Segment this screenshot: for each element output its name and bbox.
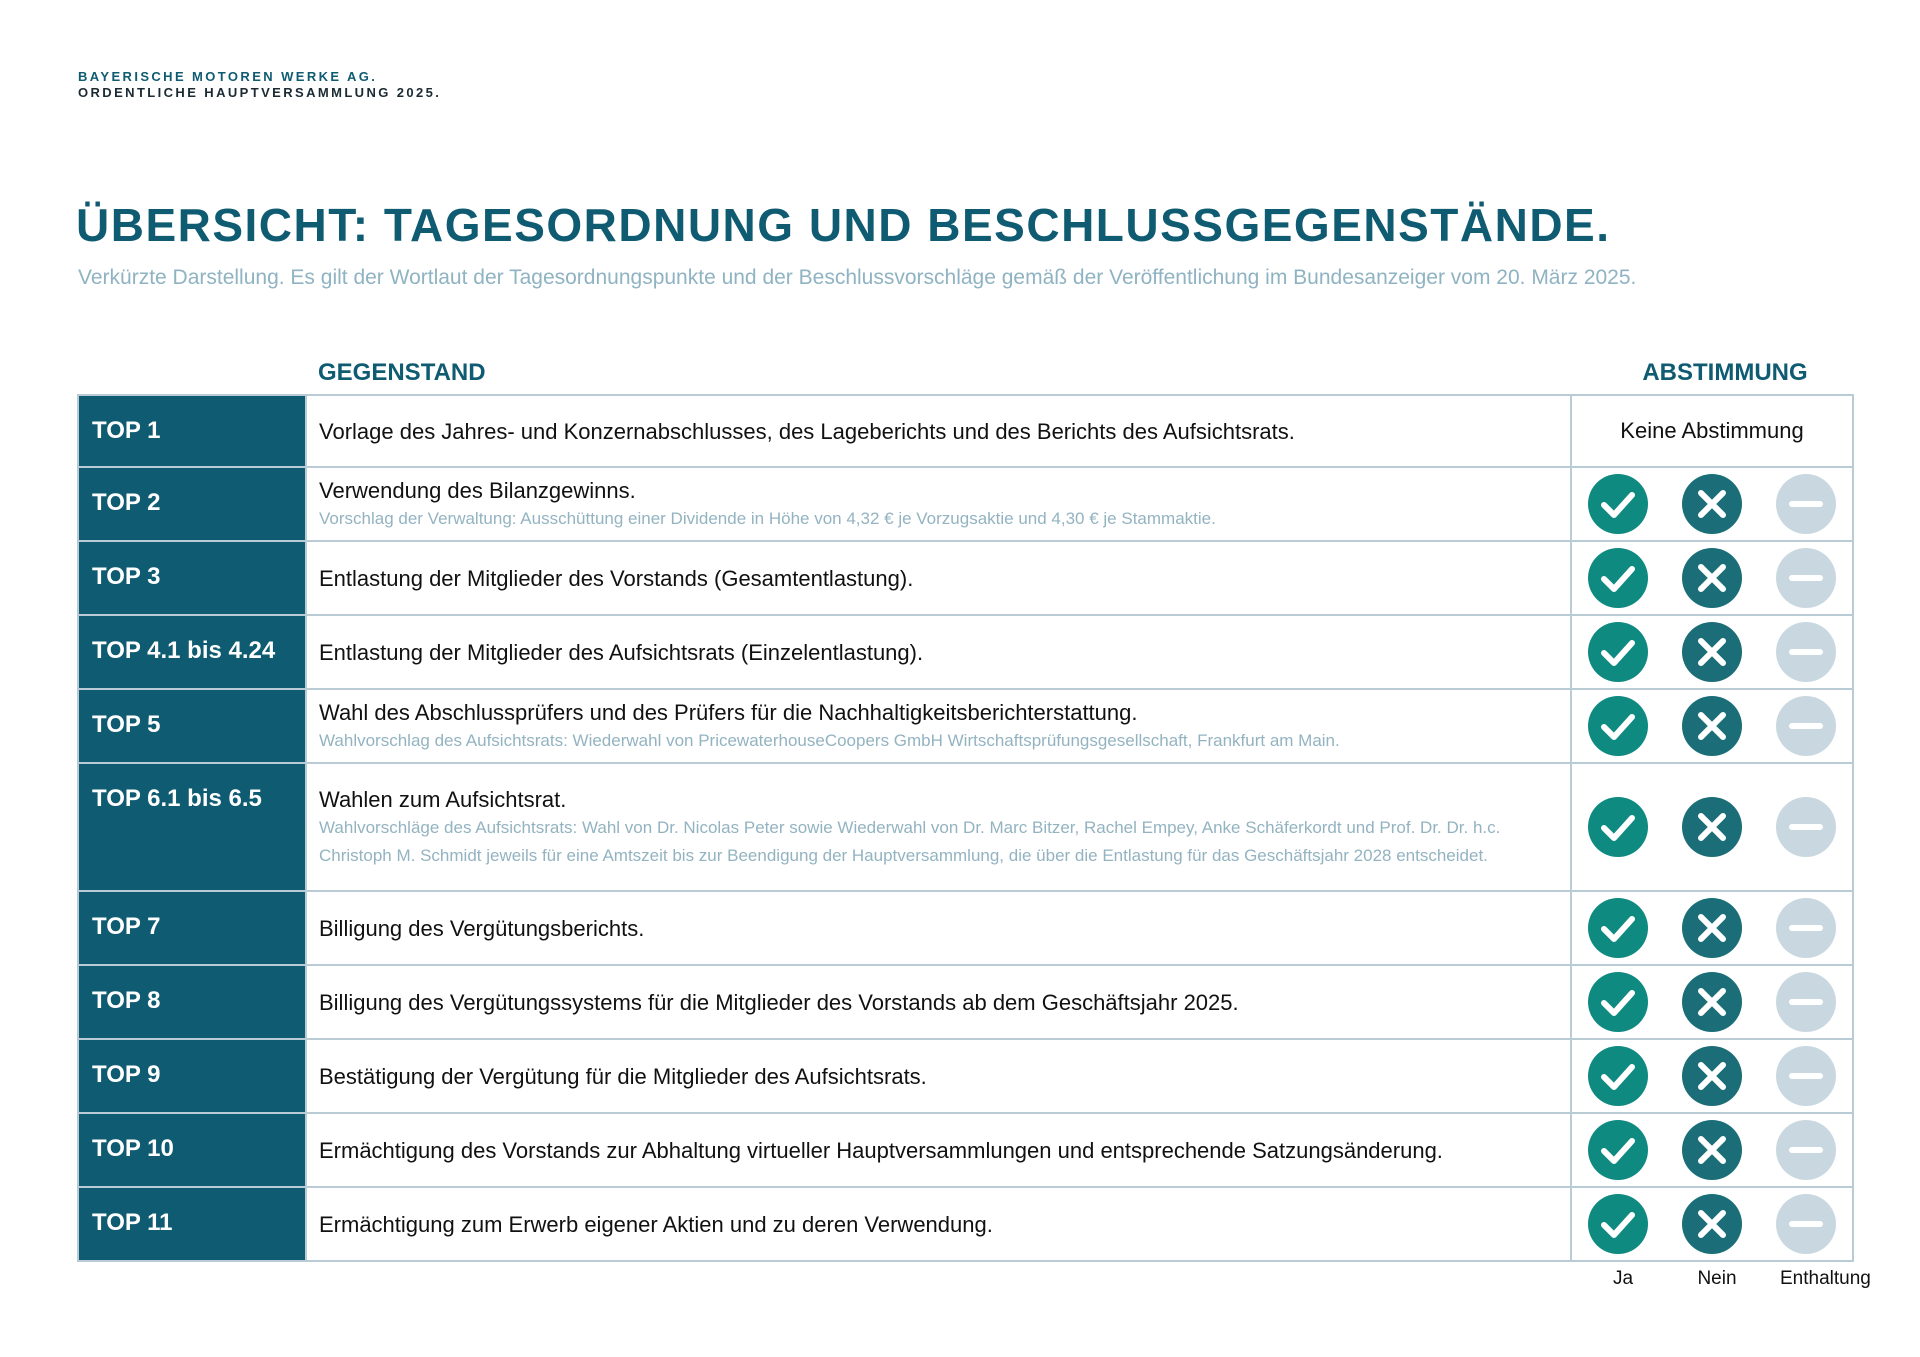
agenda-item-number: TOP 1 bbox=[78, 395, 306, 467]
cross-icon bbox=[1681, 621, 1743, 683]
vote-icons bbox=[1572, 897, 1852, 959]
vote-icons bbox=[1572, 621, 1852, 683]
agenda-item-number: TOP 2 bbox=[78, 467, 306, 541]
agenda-item-vote-cell bbox=[1571, 541, 1853, 615]
cross-icon bbox=[1681, 1193, 1743, 1255]
agenda-item-number: TOP 3 bbox=[78, 541, 306, 615]
column-header-subject: GEGENSTAND bbox=[318, 359, 486, 386]
agenda-row bbox=[78, 467, 1853, 541]
agenda-item-number: TOP 11 bbox=[78, 1187, 306, 1261]
agenda-item-vote-cell bbox=[1571, 1187, 1853, 1261]
agenda-item-subject: Vorlage des Jahres- und Konzernabschlusses, des Lageberichts und des Berichts des Aufsichtsrats. bbox=[319, 418, 1295, 444]
minus-icon bbox=[1775, 547, 1837, 609]
agenda-row bbox=[78, 891, 1853, 965]
agenda-item-number: TOP 9 bbox=[78, 1039, 306, 1113]
event-name: ORDENTLICHE HAUPTVERSAMMLUNG 2025. bbox=[78, 85, 442, 100]
agenda-item-note: Wahlvorschlag des Aufsichtsrats: Wiederwahl von PricewaterhouseCoopers GmbH Wirtschaftsprüfungsgesellschaft, Frankfurt am Main. bbox=[319, 730, 1340, 750]
agenda-item-subject-cell bbox=[306, 1113, 1571, 1187]
vote-icons bbox=[1572, 473, 1852, 535]
agenda-item-note: Wahlvorschläge des Aufsichtsrats: Wahl von Dr. Nicolas Peter sowie Wiederwahl von Dr. Marc Bitzer, Rachel Empey, Anke Schäferkordt und Prof. Dr. Dr. h.c. Christoph M. Schmidt jeweils für eine Amtszeit bis zur Beendigung der Hauptversammlung, die über die Entlastung für das Geschäftsjahr 2028 entscheidet. bbox=[319, 817, 1501, 865]
agenda-item-subject: Entlastung der Mitglieder des Aufsichtsrats (Einzelentlastung). bbox=[319, 639, 924, 665]
cross-icon bbox=[1681, 897, 1743, 959]
check-icon bbox=[1587, 621, 1649, 683]
agenda-item-subject: Wahl des Abschlussprüfers und des Prüfers für die Nachhaltigkeitsberichterstattung. bbox=[319, 699, 1138, 725]
agenda-row bbox=[78, 1187, 1853, 1261]
agenda-item-subject-cell bbox=[306, 541, 1571, 615]
agenda-item-subject: Ermächtigung des Vorstands zur Abhaltung virtueller Hauptversammlungen und entsprechende Satzungsänderung. bbox=[319, 1137, 1443, 1163]
agenda-row bbox=[78, 1113, 1853, 1187]
vote-icons bbox=[1572, 1119, 1852, 1181]
agenda-row bbox=[78, 763, 1853, 891]
legend-no: Nein bbox=[1697, 1268, 1737, 1289]
vote-legend bbox=[1577, 1268, 1871, 1290]
agenda-item-subject-cell bbox=[306, 763, 1571, 891]
agenda-row bbox=[78, 1039, 1853, 1113]
minus-icon bbox=[1775, 796, 1837, 858]
minus-icon bbox=[1775, 695, 1837, 757]
agenda-item-vote-cell bbox=[1571, 1113, 1853, 1187]
agenda-table bbox=[77, 394, 1854, 1262]
check-icon bbox=[1587, 547, 1649, 609]
legend-yes: Ja bbox=[1612, 1268, 1634, 1289]
vote-icons bbox=[1572, 1045, 1852, 1107]
agenda-item-subject-cell bbox=[306, 689, 1571, 763]
check-icon bbox=[1587, 971, 1649, 1033]
agenda-item-subject: Bestätigung der Vergütung für die Mitglieder des Aufsichtsrats. bbox=[319, 1063, 927, 1089]
agenda-item-subject: Entlastung der Mitglieder des Vorstands (Gesamtentlastung). bbox=[319, 565, 914, 591]
agenda-item-subject-cell bbox=[306, 467, 1571, 541]
minus-icon bbox=[1775, 971, 1837, 1033]
minus-icon bbox=[1775, 897, 1837, 959]
agenda-item-number: TOP 4.1 bis 4.24 bbox=[78, 615, 306, 689]
agenda-item-vote-cell bbox=[1571, 615, 1853, 689]
column-header-vote: ABSTIMMUNG bbox=[1642, 359, 1808, 386]
agenda-item-subject: Ermächtigung zum Erwerb eigener Aktien und zu deren Verwendung. bbox=[319, 1211, 993, 1237]
cross-icon bbox=[1681, 1045, 1743, 1107]
agenda-item-subject-cell bbox=[306, 891, 1571, 965]
agenda-item-vote-cell bbox=[1571, 689, 1853, 763]
vote-icons bbox=[1572, 695, 1852, 757]
check-icon bbox=[1587, 695, 1649, 757]
agenda-item-vote-cell bbox=[1571, 891, 1853, 965]
agenda-item-vote-cell bbox=[1571, 965, 1853, 1039]
agenda-row bbox=[78, 541, 1853, 615]
cross-icon bbox=[1681, 695, 1743, 757]
agenda-item-number: TOP 5 bbox=[78, 689, 306, 763]
agenda-item-subject-cell bbox=[306, 615, 1571, 689]
minus-icon bbox=[1775, 1045, 1837, 1107]
legend-abstain: Enthaltung bbox=[1780, 1268, 1871, 1289]
no-vote-label: Keine Abstimmung bbox=[1620, 418, 1804, 443]
cross-icon bbox=[1681, 971, 1743, 1033]
check-icon bbox=[1587, 1193, 1649, 1255]
page-title: ÜBERSICHT: TAGESORDNUNG UND BESCHLUSSGEGENSTÄNDE. bbox=[76, 199, 1611, 251]
agenda-item-number: TOP 8 bbox=[78, 965, 306, 1039]
company-name: BAYERISCHE MOTOREN WERKE AG. bbox=[78, 69, 378, 84]
agenda-row bbox=[78, 689, 1853, 763]
company-header bbox=[78, 69, 441, 101]
cross-icon bbox=[1681, 547, 1743, 609]
agenda-item-subject-cell bbox=[306, 1187, 1571, 1261]
minus-icon bbox=[1775, 1193, 1837, 1255]
agenda-row bbox=[78, 965, 1853, 1039]
page-subtitle: Verkürzte Darstellung. Es gilt der Wortlaut der Tagesordnungspunkte und der Beschlussvorschläge gemäß der Veröffentlichung im Bundesanzeiger vom 20. März 2025. bbox=[78, 266, 1637, 289]
check-icon bbox=[1587, 897, 1649, 959]
agenda-item-number: TOP 10 bbox=[78, 1113, 306, 1187]
agenda-item-number: TOP 6.1 bis 6.5 bbox=[78, 763, 306, 891]
agenda-item-note: Vorschlag der Verwaltung: Ausschüttung einer Dividende in Höhe von 4,32 € je Vorzugsaktie und 4,30 € je Stammaktie. bbox=[319, 508, 1216, 528]
check-icon bbox=[1587, 473, 1649, 535]
check-icon bbox=[1587, 1045, 1649, 1107]
agenda-item-subject: Billigung des Vergütungsberichts. bbox=[319, 915, 645, 941]
minus-icon bbox=[1775, 473, 1837, 535]
cross-icon bbox=[1681, 1119, 1743, 1181]
vote-icons bbox=[1572, 796, 1852, 858]
agenda-item-subject: Wahlen zum Aufsichtsrat. bbox=[319, 786, 567, 812]
agenda-item-subject-cell bbox=[306, 965, 1571, 1039]
agenda-row bbox=[78, 615, 1853, 689]
cross-icon bbox=[1681, 796, 1743, 858]
agenda-item-subject-cell bbox=[306, 1039, 1571, 1113]
check-icon bbox=[1587, 1119, 1649, 1181]
agenda-item-subject: Billigung des Vergütungssystems für die Mitglieder des Vorstands ab dem Geschäftsjahr 2025. bbox=[319, 989, 1239, 1015]
agenda-row bbox=[78, 395, 1853, 467]
vote-icons bbox=[1572, 971, 1852, 1033]
cross-icon bbox=[1681, 473, 1743, 535]
check-icon bbox=[1587, 796, 1649, 858]
vote-icons bbox=[1572, 1193, 1852, 1255]
agenda-item-subject-cell bbox=[306, 395, 1571, 467]
minus-icon bbox=[1775, 621, 1837, 683]
minus-icon bbox=[1775, 1119, 1837, 1181]
agenda-item-vote-cell bbox=[1571, 467, 1853, 541]
agenda-item-subject: Verwendung des Bilanzgewinns. bbox=[319, 477, 636, 503]
agenda-item-vote-cell bbox=[1571, 395, 1853, 467]
agenda-item-vote-cell bbox=[1571, 763, 1853, 891]
agenda-item-number: TOP 7 bbox=[78, 891, 306, 965]
vote-icons bbox=[1572, 547, 1852, 609]
agenda-item-vote-cell bbox=[1571, 1039, 1853, 1113]
